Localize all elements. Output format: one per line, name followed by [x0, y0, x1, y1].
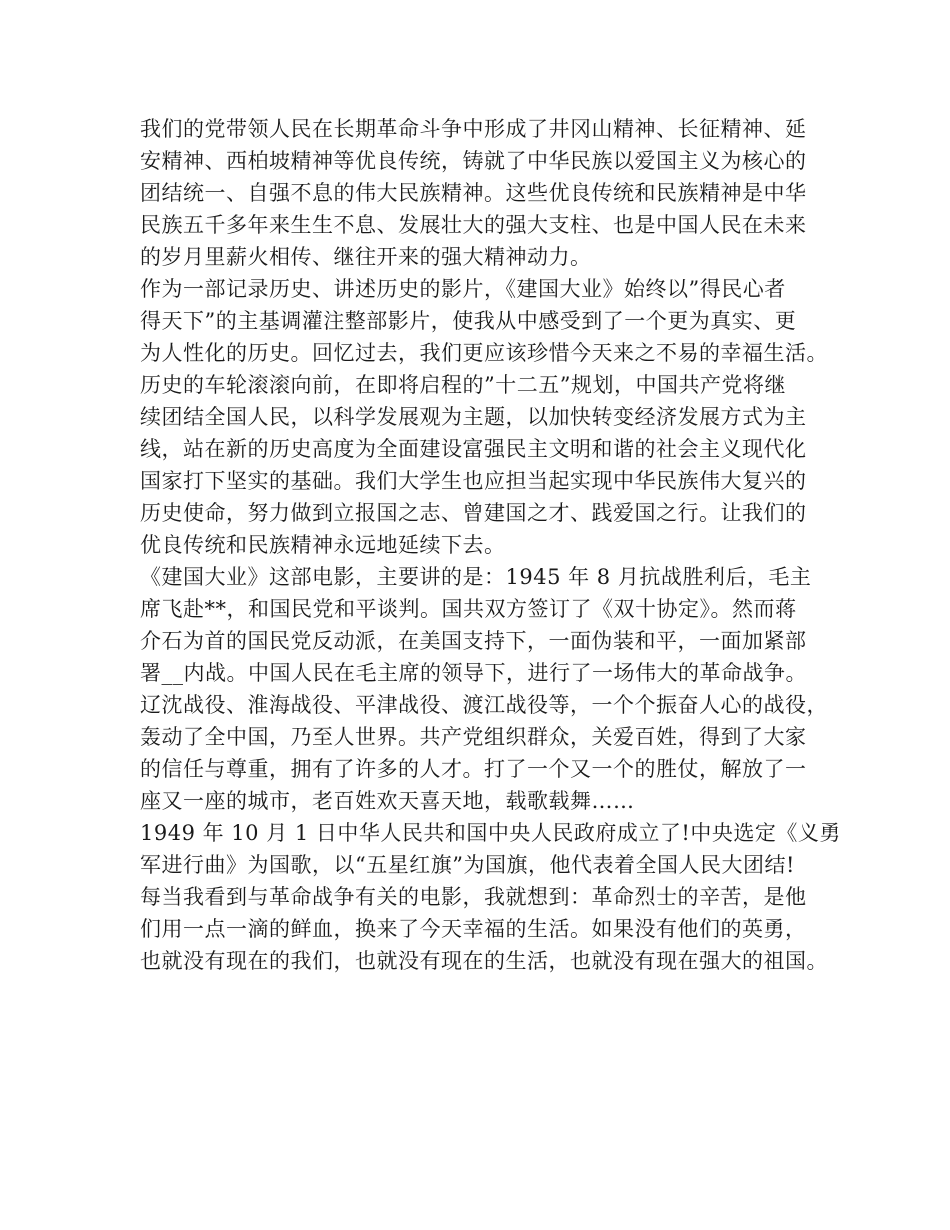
- text-line: 辽沈战役、淮海战役、平津战役、渡江战役等，一个个振奋人心的战役，: [140, 693, 828, 717]
- text-line: 座又一座的城市，老百姓欢天喜天地，载歌载舞……: [140, 789, 635, 813]
- text-line: 优良传统和民族精神永远地延续下去。: [140, 533, 506, 557]
- text-line: 历史使命，努力做到立报国之志、曾建国之才、践爱国之行。让我们的: [140, 501, 807, 525]
- text-line: 作为一部记录历史、讲述历史的影片，《建国大业》始终以”得民心者: [140, 277, 786, 301]
- text-line: 军进行曲》为国歌，以“五星红旗”为国旗，他代表着全国人民大团结!: [140, 853, 795, 877]
- text-line: 也就没有现在的我们，也就没有现在的生活，也就没有现在强大的祖国。: [140, 949, 828, 973]
- text-line: 1949 年 10 月 1 日中华人民共和国中央人民政府成立了!中央选定《义勇: [140, 821, 841, 845]
- text-line: 席飞赴**，和国民党和平谈判。国共双方签订了《双十协定》。然而蒋: [140, 597, 797, 621]
- text-line: 轰动了全中国，乃至人世界。共产党组织群众，关爱百姓，得到了大家: [140, 725, 807, 749]
- text-line: 介石为首的国民党反动派，在美国支持下，一面伪装和平，一面加紧部: [140, 629, 807, 653]
- body-text: [140, 113, 840, 977]
- text-line: 的信任与尊重，拥有了许多的人才。打了一个又一个的胜仗，解放了一: [140, 757, 807, 781]
- text-line: 国家打下坚实的基础。我们大学生也应担当起实现中华民族伟大复兴的: [140, 469, 807, 493]
- text-line: 每当我看到与革命战争有关的电影，我就想到：革命烈士的辛苦，是他: [140, 885, 807, 909]
- text-line: 安精神、西柏坡精神等优良传统，铸就了中华民族以爱国主义为核心的: [140, 149, 807, 173]
- text-line: 历史的车轮滚滚向前，在即将启程的”十二五”规划，中国共产党将继: [140, 373, 786, 397]
- text-line: 署__内战。中国人民在毛主席的领导下，进行了一场伟大的革命战争。: [140, 661, 807, 685]
- text-line: 续团结全国人民，以科学发展观为主题，以加快转变经济发展方式为主: [140, 405, 807, 429]
- text-line: 我们的党带领人民在长期革命斗争中形成了井冈山精神、长征精神、延: [140, 117, 807, 141]
- text-line: 们用一点一滴的鲜血，换来了今天幸福的生活。如果没有他们的英勇，: [140, 917, 807, 941]
- text-line: 为人性化的历史。回忆过去，我们更应该珍惜今天来之不易的幸福生活。: [140, 341, 828, 365]
- text-line: 得天下”的主基调灌注整部影片，使我从中感受到了一个更为真实、更: [140, 309, 797, 333]
- text-line: 民族五千多年来生生不息、发展壮大的强大支柱、也是中国人民在未来: [140, 213, 807, 237]
- text-line: 《建国大业》这部电影，主要讲的是：1945 年 8 月抗战胜利后，毛主: [140, 565, 812, 589]
- text-line: 团结统一、自强不息的伟大民族精神。这些优良传统和民族精神是中华: [140, 181, 807, 205]
- text-line: 的岁月里薪火相传、继往开来的强大精神动力。: [140, 245, 592, 269]
- text-line: 线，站在新的历史高度为全面建设富强民主文明和谐的社会主义现代化: [140, 437, 807, 461]
